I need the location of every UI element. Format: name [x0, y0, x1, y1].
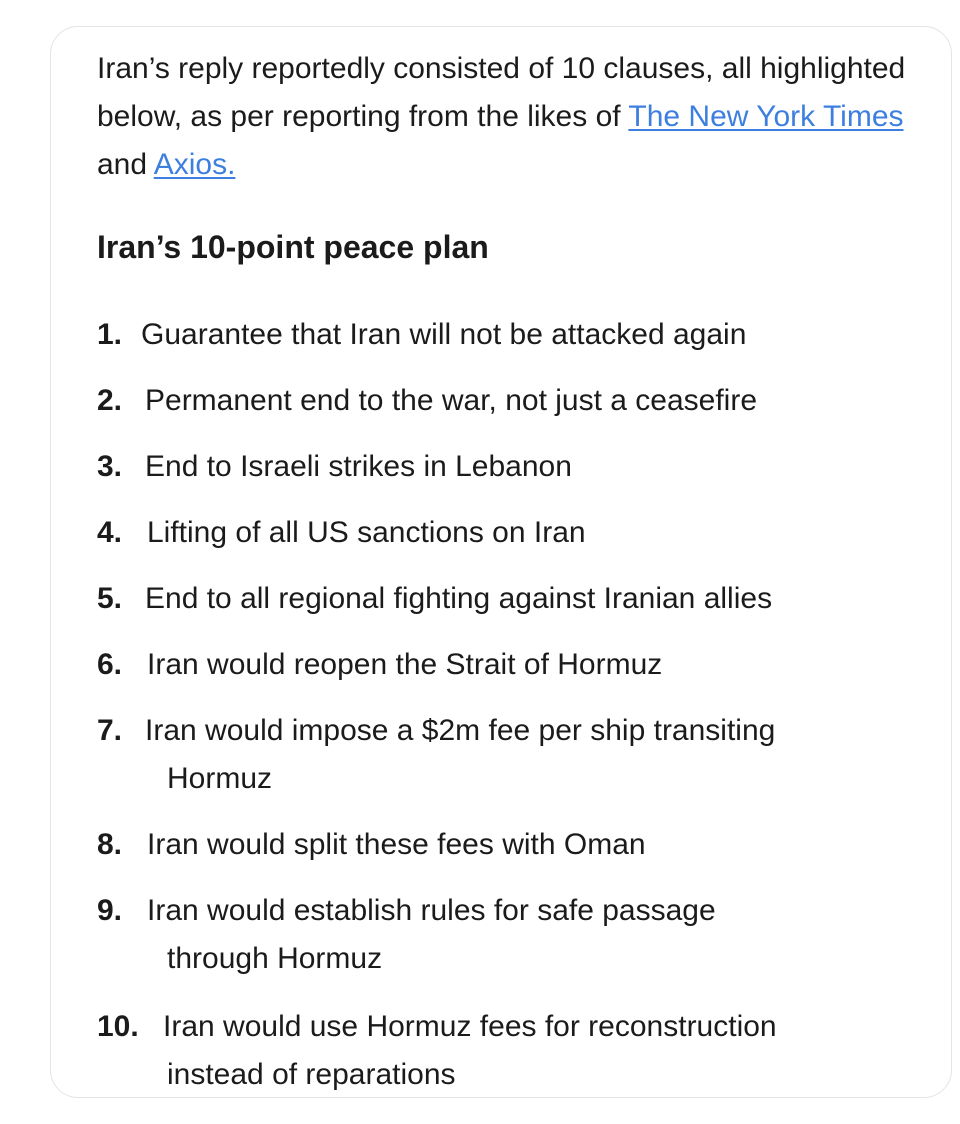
intro-conjunction: and — [97, 148, 154, 181]
axios-link[interactable]: Axios. — [153, 148, 236, 181]
item-text-continuation: through Hormuz — [167, 942, 383, 975]
item-number: 9. — [97, 894, 123, 927]
list-item — [97, 377, 927, 425]
list-item — [97, 707, 927, 803]
article-card — [50, 26, 952, 1098]
item-text: Permanent end to the war, not just a ceasefire — [145, 384, 758, 417]
nyt-link[interactable]: The New York Times — [628, 100, 904, 133]
item-text: Guarantee that Iran will not be attacked again — [141, 318, 747, 351]
item-number: 3. — [97, 450, 123, 483]
list-item — [97, 509, 927, 557]
list-item — [97, 821, 927, 869]
item-number: 7. — [97, 714, 123, 747]
plan-heading: Iran’s 10-point peace plan — [97, 229, 489, 265]
item-number: 8. — [97, 828, 123, 861]
item-number: 10. — [97, 1010, 139, 1043]
item-text: Lifting of all US sanctions on Iran — [147, 516, 586, 549]
item-text: Iran would establish rules for safe passage — [147, 894, 716, 927]
list-item — [97, 1003, 927, 1099]
intro-paragraph — [97, 45, 917, 189]
list-item — [97, 641, 927, 689]
item-number: 4. — [97, 516, 123, 549]
list-item — [97, 575, 927, 623]
item-number: 6. — [97, 648, 123, 681]
item-number: 2. — [97, 384, 123, 417]
item-text: End to Israeli strikes in Lebanon — [145, 450, 572, 483]
item-number: 5. — [97, 582, 123, 615]
item-text-continuation: instead of reparations — [167, 1058, 456, 1091]
item-text: End to all regional fighting against Iranian allies — [145, 582, 773, 615]
item-text: Iran would use Hormuz fees for reconstruction — [163, 1010, 777, 1043]
item-text: Iran would impose a $2m fee per ship transiting — [145, 714, 776, 747]
item-text: Iran would reopen the Strait of Hormuz — [147, 648, 663, 681]
item-text-continuation: Hormuz — [167, 762, 273, 795]
item-number: 1. — [97, 318, 123, 351]
list-item — [97, 443, 927, 491]
intro-text: Iran’s reply reportedly consisted of 10 clauses, all highlighted below, as per reporting from the likes of — [97, 52, 906, 133]
list-item — [97, 311, 927, 359]
list-item — [97, 887, 927, 983]
item-text: Iran would split these fees with Oman — [147, 828, 646, 861]
